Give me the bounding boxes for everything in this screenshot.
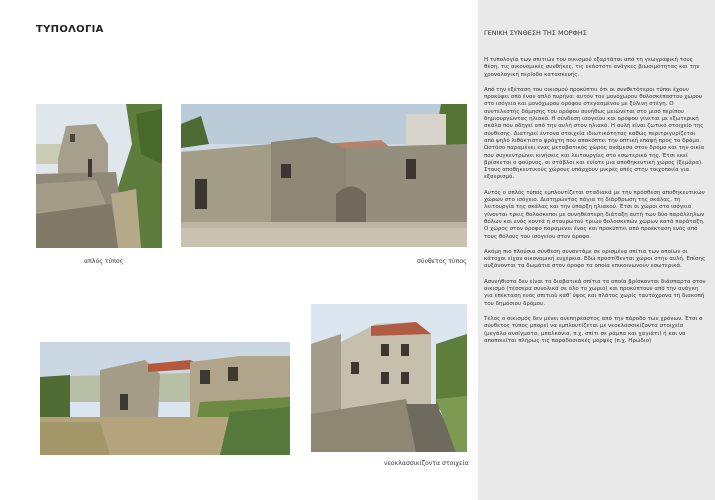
section-heading: ΓΕΝΙΚΗ ΣΥΝΘΕΣΗ ΤΗΣ ΜΟΡΦΗΣ — [484, 29, 587, 37]
photo-simple-type — [36, 104, 162, 248]
caption-simple-type: απλός τύπος — [84, 258, 124, 265]
caption-neoclassical: νεοκλασσικίζοντα στοιχεία — [384, 460, 469, 467]
paragraph: Η τυπολογία των σπιτιών του οικισμού εξαρτάται από τη γεωγραφική τους θέση, τις οικονομικές συνθήκες, τις εκάστοτε ανάγκες βιωσιμότητας και την χρονολογική περίοδο κατασκευής. — [484, 57, 700, 78]
paragraph: Τέλος ο οικισμός δεν μένει ανεπηρέαστος από την πάροδο των χρόνων. Έτσι ο σύνθετος τύπος μπορεί να εμπλουτίζεται με νεοκλασσικίζοντα στοιχεία (μεγάλα ανοίγματα, μπαλκόνια, π.χ. σπίτι σε ράμπα και χαγιάτι) ή και να αποποιείται πλήρως τις παραδοσιακές μορφές (π.χ. Ηρώδιο) — [484, 315, 703, 344]
caption-composite-type: σύνθετος τύπος — [417, 258, 467, 265]
paragraph: Ακόμη πιο πλούσια σύνθεση συναντάμε σε ορισμένα σπίτια των οποίων οι κάτοχοι είχαν οικονομική ευχέρεια. Εδώ προστίθενται χώροι στην αυλή. Επίσης αυξάνονται τα δωμάτια στον όροφο τα οποία επικοινωνούν εσωτερικά. — [484, 248, 706, 270]
photo-composite-type — [181, 104, 467, 247]
paragraph: Αυτός ο απλός τύπος εμπλουτίζεται σταδιακά με την πρόσθεση αποθηκευτικών χώρων στο ισόγειο. Διατηρώντας πάγια τη διάρθρωση της σκάλας, τη λειτουργία της σκάλας και την ύπαρξη ηλιακού. Έτσι οι χώροι στο ισόγειο γίνονται τρεις θολοσκεποι με συνηθέστερη διάταξη αυτή των δύο παράλληλων θόλων και ενός κοντά ή σταυρωτού τριών θολοσκεπών χώρων κατά παράταξη. Ο χώρος στον όροφο παραμένει ένας και προκύπτει από προέκταση ενός από τους θόλους του ισογείου στον όροφο. — [484, 189, 705, 240]
paragraph: Ασυνήθιστα δεν είναι τα διαβατικά σπίτια τα οποία βρίσκονται διάσπαρτα στον οικισμό (τέσσερα συνολικά σε όλο το χωριό) και προκύπτουν από την ανάγκη για επέκταση ενός σπιτιού καθ' ύψος και πλάτος χωρίς ταυτόχρονα τη διακοπή του δημόσιου δρόμου. — [484, 278, 706, 307]
paragraph: Από την εξέταση του οικισμού προκύπτει ότι οι συνθετότεροι τύποι έχουν προκύψει από έναν απλό πυρήνα: αυτόν του μονόχωρου θολοσκέπαστου χώρου στο ισόγειο και μονόχωρου ορόφου στεγασμένου με ξύλινη στέγη. Ο συντελεστής δόμησης του ορόφου συνήθως μειώνεται στο μισό περίπου δημιουργώντας ηλιακό. Η σύνδεση ισογείου και ορόφου γίνεται με εξωτερική σκάλα που οδηγεί από την αυλή στον ηλιακό. Η αυλή είναι ζωτικό στοιχείο της σύνθεσης. Διατηρεί έντονα στοιχεία ιδιωτικότητας καθώς περιτριγυρίζεται από ψηλό λιθόκτιστο φράχτη που αποκόπτει την οπτική επαφή προς το δρόμο. Ωστόσο παραμένει ένας μεταβατικός χώρος ανάμεσα στον δρόμο και την οικία που συγκεντρώνει κινήσεις και λειτουργίες στο εσωτερικό της. Έτσι εκεί βρίσκεται ο φούρνος, οι στάβλοι και ενίοτε μια αποθηκευτική χώρος (ξεμάρα). Στους αποθηκευτικούς χώρους υπάρχουν μικρές οπές στην τοιχοποιία για εξαερισμό. — [484, 86, 705, 181]
photo-neoclassical-left — [40, 342, 290, 455]
page-title: ΤΥΠΟΛΟΓΙΑ — [36, 24, 104, 35]
photo-neoclassical-right — [311, 304, 467, 452]
body-text — [484, 57, 706, 353]
